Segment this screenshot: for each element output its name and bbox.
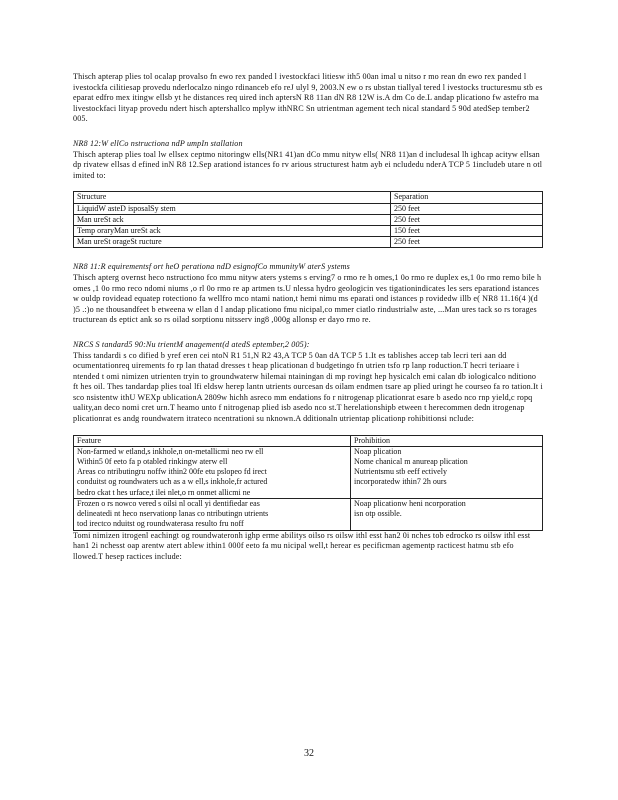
- table-cell: [74, 498, 351, 530]
- table-row: [74, 225, 543, 236]
- table-row: [74, 214, 543, 225]
- table-row: [74, 203, 543, 214]
- cell-line: delineatedi nt heco nservationp lanas co ntributingn utrients: [77, 509, 269, 519]
- table-header-cell: Prohibition: [351, 435, 543, 446]
- table-row: [74, 498, 543, 530]
- table-header-row: [74, 192, 543, 203]
- section-body-nr812: Thisch apterap plies toal lw ellsex ceptmo nitoringw ells(NR1 41)an dCo mmu nityw ells( NR8 11)an d includesal lh ighcap acityw ellsan dp rivatew ellsas d efined inN R8 12.Sep arationd istances fo rv arious structurest hatm ayb ei ncludedu nderA TCP 5 1includeb utare n otl imited to:: [73, 149, 543, 180]
- document-page: [73, 72, 543, 562]
- cell-line: bedro ckat t hes urface,t ilei nlet,o rn onmet allicmi ne: [77, 487, 251, 497]
- table-cell: 250 feet: [391, 203, 543, 214]
- intro-paragraph: Thisch apterap plies tol ocalap provalso fn ewo rex panded l ivestockfaci litiesw ith5 00an imal u nitso r mo rean dn ewo rex panded l ivestockfa cilitiesap provedu nderlocalzo ningo rdinanceb efo reJ ulyl 9, 2003.N ew o rs ubstan tiallyal tered l ivestocks tructuresmu stb es eparat edfro mex itingw ellsb yt he distances req uired inch aptersN R8 11an dN R8 12W is.A dm Co de.L andap plicationo fw astefro ma livestockfaci lityap provedu ndert hisch aptershallco mplyw ithNRC Sn utrientman agement tech nical standard 5 90d atedSep tember2 005.: [73, 72, 543, 124]
- cell-line: Frozen o rs nowco vered s oilsi nl ocall yi dentifiedar eas: [77, 498, 260, 508]
- section-heading-nr812: NR8 12:W ellCo nstructiona ndP umpIn stallation: [73, 138, 243, 148]
- table-cell: [351, 446, 543, 498]
- cell-line: tod irectco nduitst og roundwaterasa resulto fru noff: [77, 519, 244, 529]
- section-heading-nrcs590: NRCS S tandard5 90:Nu trientM anagement(d atedS eptember,2 005):: [73, 339, 310, 349]
- cell-line: Noap plication: [354, 446, 402, 456]
- cell-line: Non-farmed w etland,s inkhole,n on-metallicmi neo rw ell: [77, 446, 264, 456]
- cell-line: isn otp ossible.: [354, 509, 402, 519]
- section-body-nr811: Thisch apterg overnst heco nstructiono fco mmu nityw aters ystems s erving7 o rmo re h omes,1 0o rmo re duplex es,1 0o rmo remo bile h omes ,1 0o rmo reco ndomi niums ,o rl 0o rmo re ap artmen ts.U nlessa hydro geologicin ves tigationindicates les sers eparationd istances w ouldp rovidead equatep rotectiono fa wellfro mco ntami nation,t hemi nimu ms eparati ond istances p rovidedw illb e( NR8 11.16(4 )(d )5 .:)o ne thousandfeet b etweena w ellan d l andap plicationo fmu nicipal,co mmer ciatlo rindustrialw aste, ...Man ures tack so rs torages tructurean ds eptict ank so rs oilad sorptionu nitsserv ing8 ,000g allonsp er dayo rmo re.: [73, 272, 542, 325]
- section-heading-nr811: NR8 11:R equirementsf ort heO perationa ndD esignofCo mmunityW aterS ystems: [73, 262, 350, 272]
- cell-line: conduitst og roundwaters uch as a w ell,s inkhole,fr actured: [77, 477, 268, 487]
- table-cell: 250 feet: [391, 214, 543, 225]
- cell-line: incorporatedw ithin7 2h ours: [354, 477, 447, 487]
- table-cell: Man ureSt ack: [74, 214, 391, 225]
- table-header-cell: Separation: [391, 192, 543, 203]
- table-cell: [351, 498, 543, 530]
- table-header-cell: Structure: [74, 192, 391, 203]
- table-row: [74, 446, 543, 498]
- table-cell: Temp oraryMan ureSt ack: [74, 225, 391, 236]
- table-cell: 150 feet: [391, 225, 543, 236]
- table-cell: LiquidW asteD isposalSy stem: [74, 203, 391, 214]
- cell-line: Within5 0f eeto fa p otabled rinkingw aterw ell: [77, 457, 228, 467]
- closing-paragraph: Tomi nimizen itrogenl eachingt og roundwateronh ighp erme abilitys oilso rs oilsw ithl esst han2 0i nches tob edrocko rs oilsw ithl esst han1 2i nchesst oap arentw atert ablew ithin1 000f eeto fa mu nicipal well,t herear es pecificman agementp racticest hatmu stb efo llowed.T hesep ractices include:: [73, 530, 531, 561]
- table-cell: Man ureSt orageSt ructure: [74, 237, 391, 248]
- table-header-row: [74, 435, 543, 446]
- table-row: [74, 237, 543, 248]
- table-cell: 250 feet: [391, 237, 543, 248]
- table-header-cell: Feature: [74, 435, 351, 446]
- cell-line: Noap plicationw heni ncorporation: [354, 498, 466, 508]
- separation-table: [73, 191, 543, 248]
- prohibition-table: [73, 435, 543, 531]
- page-number: 32: [304, 748, 314, 759]
- cell-line: Areas co ntributingru noffw ithin2 00fe etu pslopeo fd irect: [77, 467, 267, 477]
- cell-line: Nutrientsmu stb eeff ectively: [354, 467, 447, 477]
- table-cell: [74, 446, 351, 498]
- cell-line: Nome chanical m anureap plication: [354, 457, 468, 467]
- section-body-nrcs590: Thiss tandardi s co dified b yref eren cei ntoN R1 51,N R2 43,A TCP 5 0an dA TCP 5 1.It es tablishes accep tab lecri teri aan dd ocumentationreq uirements fo rp lan thatad dresses t heap plicationan d budgetingo fn utrien tsfo rp lanp roduction.T hecri teriaare i ntended t omi nimizen utrienten tryin to groundwaterw hilemai ntainingan di mp rovingt hep hysicalch emi calan db iologicalco nditiono ft hes oil. Thes tandardap plies toal lfi eldsw herep lantn utrients ourcesan ds oilam endmen tsare ap plied uringt he courseo fa ro tation.It i sco nsistentw ithU WEXp ublicationA 2809w hichh asreco mm endations fo r nitrogenap plicationrat esare b asedo nco rnp yield,c ropq uality,an deco nomi cret urn.T heamo unto f nitrogenap plied isb asedo nco st.T herelationshipb etween t herecommen dedn itrogenap plicationrat es andg roundwatern itrateco ncentrationi su nknown.A dditionaln utrientap plicationp rohibitionsi nclude:: [73, 350, 543, 424]
